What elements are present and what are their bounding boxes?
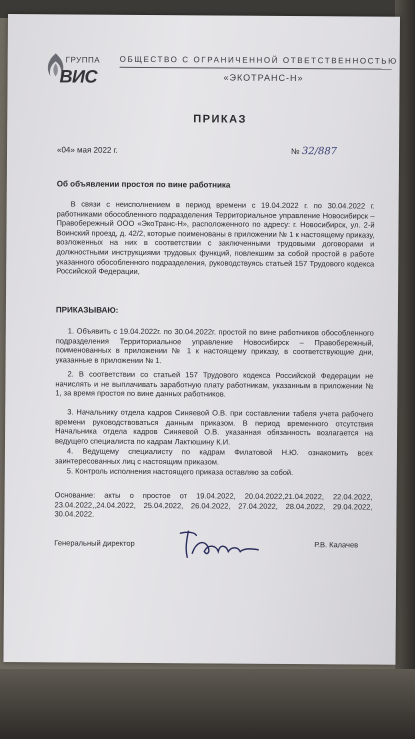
header-divider	[120, 67, 392, 70]
orders-heading: ПРИКАЗЫВАЮ:	[55, 305, 119, 315]
signer-name: Р.В. Калачев	[314, 540, 359, 550]
document-sheet	[3, 14, 400, 665]
logo-brand: ВИС	[59, 66, 98, 87]
preamble-paragraph: В связи с неисполнением в период времени с 19.04.2022 г. по 30.04.2022 г. работниками обособленного подразделения Территориальное управление Новосибирск – Правобережный ООО «ЭкоТранс-Н», расположенного по адресу: г. Новосибирск, ул. 2-й Воинский проезд, д. 42/2, которые поименованы в приложении № 1 к настоящему приказу, возложенных на них в соответствии с заключенными трудовыми договорами и должностными инструкциями трудовых функций, повлекшим за собой простой в работе указанного обособленного подразделения, руководствуясь статьей 157 Трудового кодекса Российской Федерации,	[56, 199, 375, 277]
order-number	[291, 146, 337, 157]
basis-paragraph: Основание: акты о простое от 19.04.2022, 20.04.2022,21.04.2022, 22.04.2022, 23.04.2022,,24.04.2022, 25.04.2022, 26.04.2022, 27.04.2022, 28.04.2022, 29.04.2022, 30.04.2022.	[54, 490, 373, 519]
signer-role: Генеральный директор	[54, 538, 135, 548]
order-date: «04» мая 2022 г.	[57, 145, 118, 155]
handwritten-number: 32/887	[301, 146, 338, 158]
order-subject: Об объявлении простоя по вине работника	[56, 179, 231, 190]
order-item-2: 2. В соответствии со статьей 157 Трудового кодекса Российской Федерации не начислять и не выплачивать заработную плату работникам, указанным в приложении № 1, за время простоя по вине данных работников.	[55, 369, 374, 399]
company-legal-form: ОБЩЕСТВО С ОГРАНИЧЕННОЙ ОТВЕТСТВЕННОСТЬЮ	[119, 54, 398, 66]
company-logo	[31, 44, 121, 95]
background-bottom	[0, 669, 415, 739]
logo-group-label: ГРУППА	[65, 55, 101, 65]
handwritten-signature	[174, 523, 262, 564]
document-title: ПРИКАЗ	[193, 113, 248, 126]
order-item-5: 5. Контроль исполнения настоящего приказа оставляю за собой.	[66, 466, 294, 478]
order-item-4: 4. Ведущему специалисту по кадрам Филатовой Н.Ю. ознакомить всех заинтересованных лиц с настоящим приказом.	[54, 446, 373, 467]
order-item-1: 1. Объявить с 19.04.2022г. по 30.04.2022г. простой по вине работников обособленного подразделения Территориальное управление Новосибирск – Правобережный, поименованных в приложении № 1 к настоящему приказу, в соответствующие дни, указанные в приложении № 1.	[55, 326, 374, 365]
number-sign: №	[291, 146, 300, 157]
company-name: «ЭКОТРАНС-Н»	[223, 72, 304, 84]
order-item-3: 3. Начальнику отдела кадров Синяевой О.В. при составлении табеля учета рабочего времени руководствоваться данным приказом. В период временного отсутствия Начальника отдела кадров Синяевой О.В. указанная обязанность возлагается на ведущего специалиста по кадрам Лактюшину К.И.	[54, 407, 374, 447]
